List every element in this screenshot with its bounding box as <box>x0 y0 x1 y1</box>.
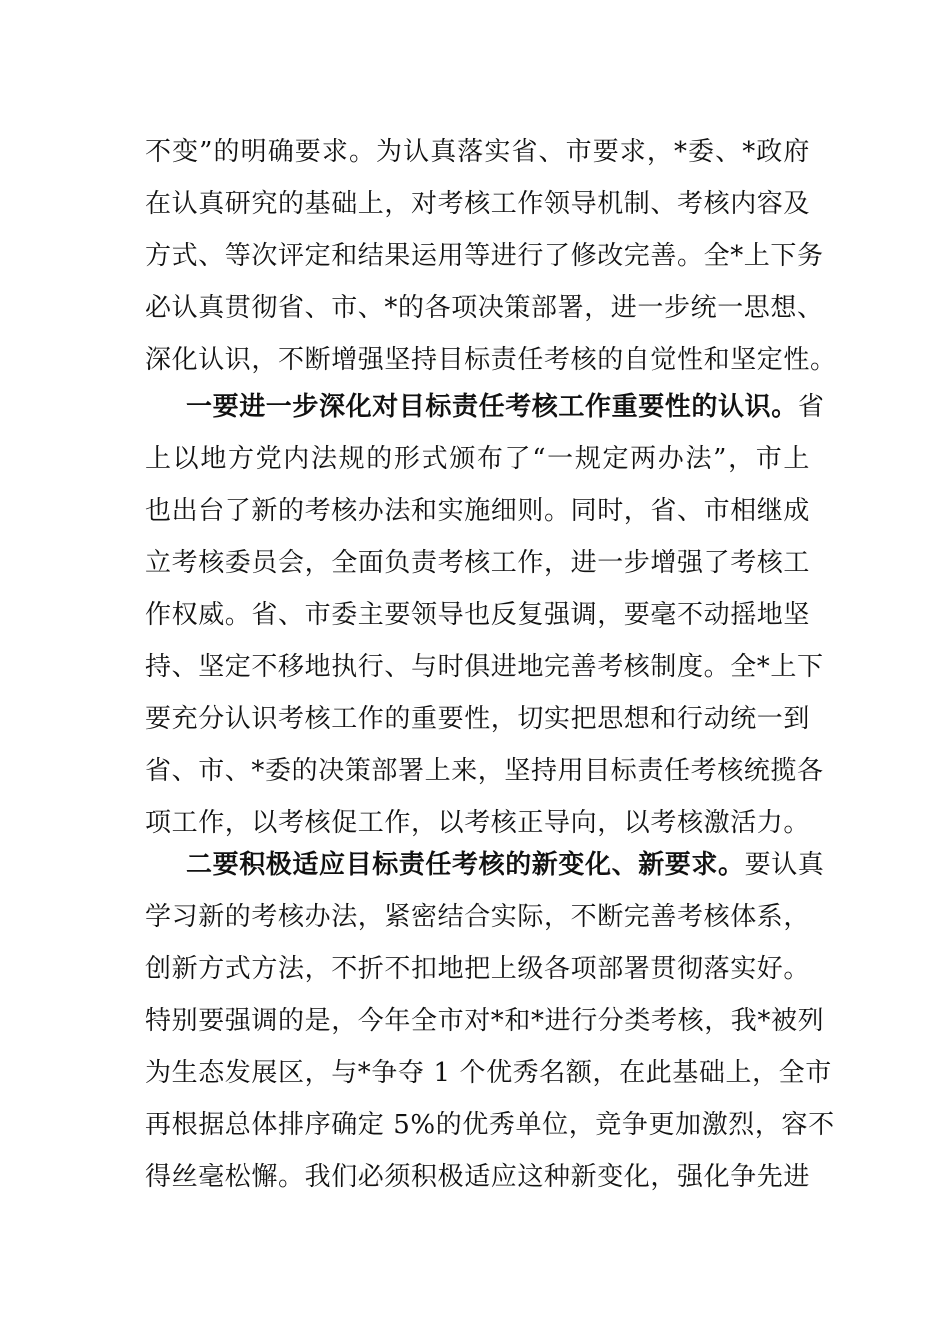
paragraph-section-one <box>145 381 825 849</box>
text-line: 在认真研究的基础上，对考核工作领导机制、考核内容及 <box>145 189 811 219</box>
text-line: 特别要强调的是，今年全市对*和*进行分类考核，我*被列 <box>145 1006 825 1036</box>
text-line: 立考核委员会，全面负责考核工作，进一步增强了考核工 <box>145 548 811 578</box>
text-line: 为生态发展区，与*争夺 1 个优秀名额，在此基础上，全市 <box>145 1058 832 1088</box>
text-line: 方式、等次评定和结果运用等进行了修改完善。全*上下务 <box>145 241 824 271</box>
text-line: 作权威。省、市委主要领导也反复强调，要毫不动摇地坚 <box>145 600 811 630</box>
text-line: 也出台了新的考核办法和实施细则。同时，省、市相继成 <box>145 496 811 526</box>
section-heading: 一要进一步深化对目标责任考核工作重要性的认识。 <box>186 392 798 422</box>
paragraph-first-line <box>145 381 825 433</box>
text-line: 项工作，以考核促工作，以考核正导向，以考核激活力。 <box>145 808 811 838</box>
text-line: 必认真贯彻省、市、*的各项决策部署，进一步统一思想、 <box>145 293 824 323</box>
text-run: 省 <box>797 392 825 422</box>
text-line: 不变”的明确要求。为认真落实省、市要求，*委、*政府 <box>145 137 810 167</box>
text-line: 深化认识，不断增强坚持目标责任考核的自觉性和坚定性。 <box>145 345 837 375</box>
text-line: 再根据总体排序确定 5%的优秀单位，竞争更加激烈，容不 <box>145 1110 835 1140</box>
text-line: 创新方式方法，不折不扣地把上级各项部署贯彻落实好。 <box>145 954 811 984</box>
paragraph-first-line <box>145 839 825 891</box>
text-line: 省、市、*委的决策部署上来，坚持用目标责任考核统揽各 <box>145 756 824 786</box>
text-run: 要认真 <box>744 850 825 880</box>
paragraph-section-two <box>145 839 835 1203</box>
text-line: 持、坚定不移地执行、与时俱进地完善考核制度。全*上下 <box>145 652 824 682</box>
text-line: 要充分认识考核工作的重要性，切实把思想和行动统一到 <box>145 704 811 734</box>
text-line: 学习新的考核办法，紧密结合实际，不断完善考核体系， <box>145 902 811 932</box>
paragraph-continuation <box>145 126 837 386</box>
text-line: 上以地方党内法规的形式颁布了“一规定两办法”，市上 <box>145 444 810 474</box>
text-line: 得丝毫松懈。我们必须积极适应这种新变化，强化争先进 <box>145 1162 811 1192</box>
section-heading: 二要积极适应目标责任考核的新变化、新要求。 <box>186 850 745 880</box>
